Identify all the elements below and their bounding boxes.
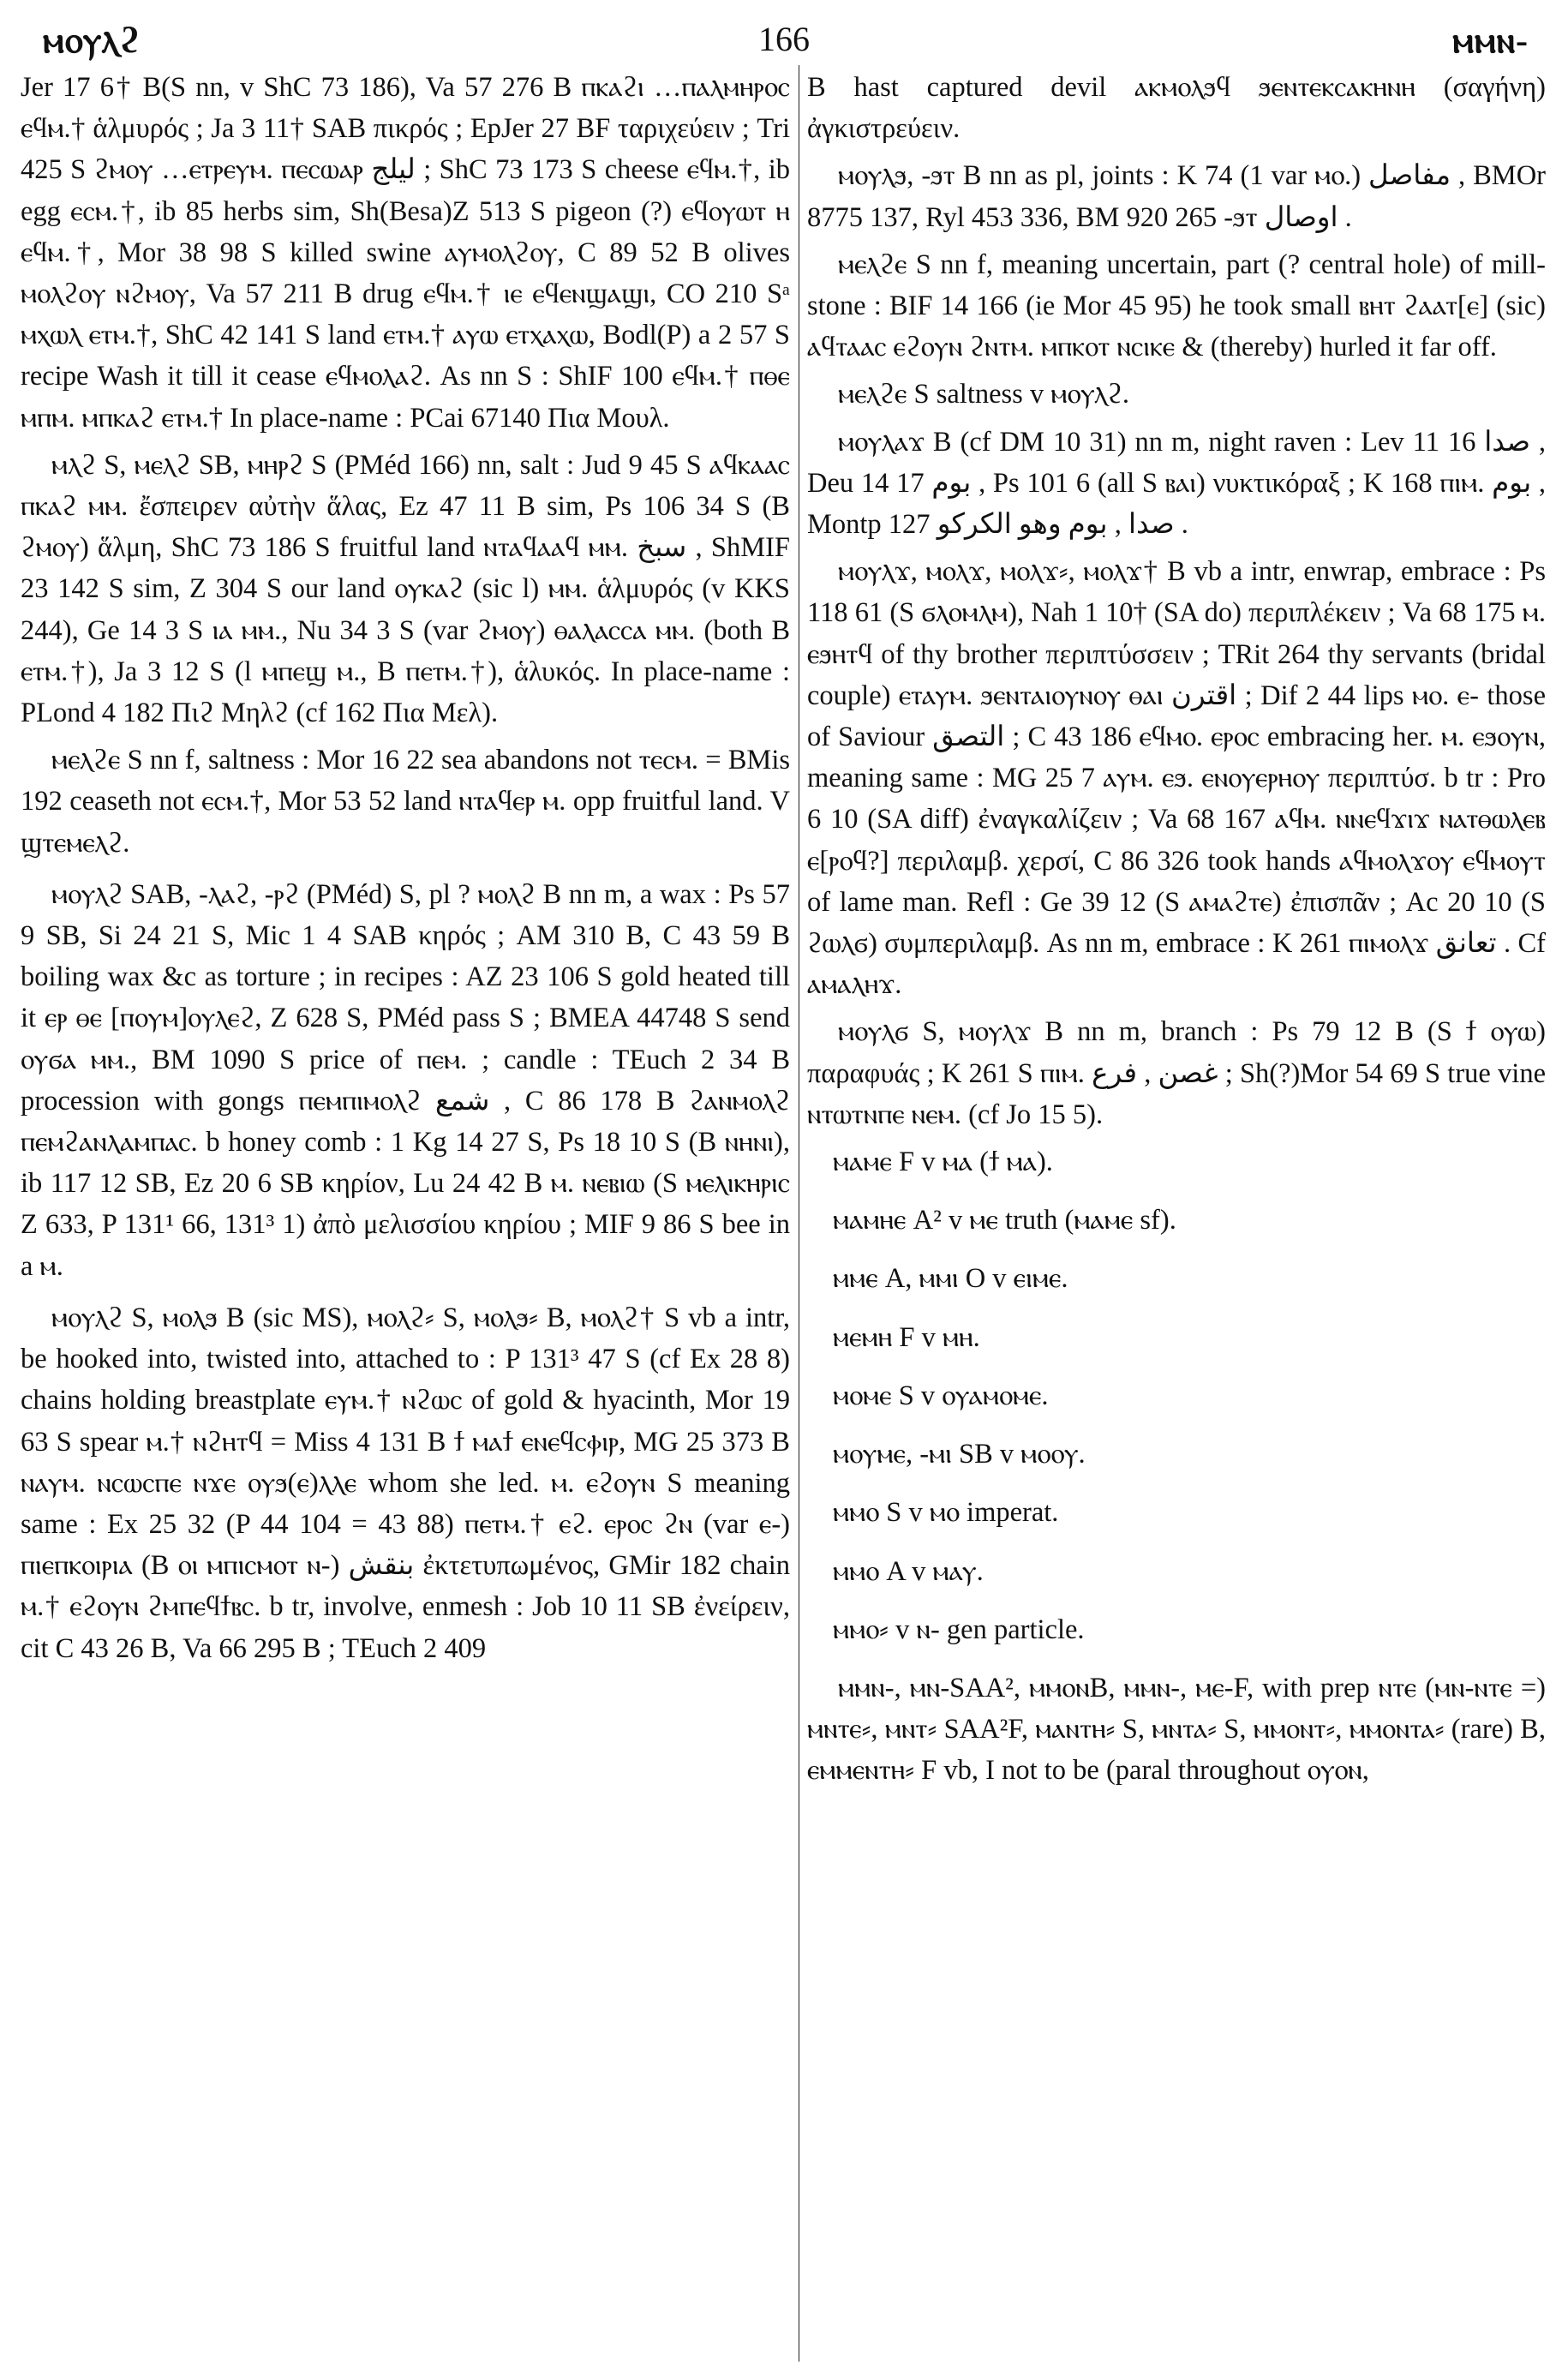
entry-saltness-ref: ⲙⲉⲗϩⲉ S saltness v ⲙⲟⲩⲗϩ. (838, 379, 1129, 410)
entry-night-raven: ⲙⲟⲩⲗⲁϫ B (cf DM 10 31) nn m, night raven : Lev 11 16 صدا , Deu 14 17 بوم , Ps 101 6 (all S ⲃⲁⲓ) νυκτικόραξ ; K 168 ⲡⲓⲙ. بوم , Montp 127 صدا , بوم وهو الكركو . (807, 426, 1547, 541)
cross-ref-entry: ⲙⲁⲙⲏⲉ A² v ⲙⲉ truth (ⲙⲁⲙⲉ sf). (833, 1205, 1176, 1236)
cross-ref-entry: ⲙⲟⲙⲉ S v ⲟⲩⲁⲙⲟⲙⲉ. (833, 1380, 1049, 1411)
page-number: 166 (758, 20, 810, 58)
entry-embrace: ⲙⲟⲩⲗϫ, ⲙⲟⲗϫ, ⲙⲟⲗϫ⸗, ⲙⲟⲗϫ† B vb a intr, enwrap, embrace : Ps 118 61 (S ϭⲗⲟⲙⲗⲙ), Nah 1 10† (SA do) περιπλέκειν ; Va 68 175 ⲙ. ⲉϧⲏⲧϥ of thy brother περιπτύσσειν ; TRit 264 thy servants (bridal couple) ⲉⲧⲁⲩⲙ. ϧⲉⲛⲧⲁⲓⲟⲩⲛⲟⲩ ⲑⲁⲓ اقترن ; Dif 2 44 lips ⲙⲟ. ⲉ- those of Saviour التصق ; C 43 186 ⲉϥⲙⲟ. ⲉⲣⲟⲥ embracing her. ⲙ. ⲉϧⲟⲩⲛ, meaning same : MG 25 7 ⲁⲩⲙ. ⲉϧ. ⲉⲛⲟⲩⲉⲣⲏⲟⲩ περιπτύσ. b tr : Pro 6 10 (SA diff) ἐναγκαλίζειν ; Va 68 167 ⲁϥⲙ. ⲛⲛⲉϥϫⲓϫ ⲛⲁⲧⲑⲱⲗⲉⲃ ⲉ[ⲣⲟϥ?] περιλαμβ. χερσί, C 86 326 took hands ⲁϥⲙⲟⲗϫⲟⲩ ⲉϥⲙⲟⲩⲧ of lame man. Refl : Ge 39 12 (S ⲁⲙⲁϩⲧⲉ) ἐπισπᾶν ; Ac 20 10 (S ϩⲱⲗϭ) συμπεριλαμβ. As nn m, embrace : K 261 ⲡⲓⲙⲟⲗϫ تعانق . Cf ⲁⲙⲁⲗⲏϫ. (807, 556, 1546, 1001)
entry-salt: ⲙⲗϩ S, ⲙⲉⲗϩ SB, ⲙⲏⲣϩ S (PMéd 166) nn, salt : Jud 9 45 S ⲁϥⲕⲁⲁⲥ ⲡⲕⲁϩ ⲙⲙ. ἔσπειρεν αὐτὴν ἅλας, Ez 47 11 B sim, Ps 106 34 S (B ϩⲙⲟⲩ) ἅλμη, ShC 73 186 S fruitful land ⲛⲧⲁϥⲁⲁϥ ⲙⲙ. سبخ , ShMIF 23 142 S sim, Z 304 S our land ⲟⲩⲕⲁϩ (sic l) ⲙⲙ. ἁλμυρός (v KKS 244), Ge 14 3 S ⲓⲁ ⲙⲙ., Nu 34 3 S (var ϩⲙⲟⲩ) ⲑⲁⲗⲁⲥⲥⲁ ⲙⲙ. (both B ⲉⲧⲙ.†), Ja 3 12 S (l ⲙⲡⲉϣ ⲙ., B ⲡⲉⲧⲙ.†), ἁλυκός. In place-name : PLond 4 182 Πιϩ Μηλϩ (cf 162 Πια Μελ). (21, 449, 790, 729)
cross-ref-entry: ⲙⲙⲟ⸗ v ⲛ- gen particle. (833, 1614, 1085, 1645)
cross-ref-entry: ⲙⲁⲙⲉ F v ⲙⲁ (ϯ ⲙⲁ). (833, 1147, 1053, 1178)
left-column (21, 67, 790, 1675)
entry-continuation-right: B hast captured devil ⲁⲕⲙⲟⲗϧϥ ϧⲉⲛⲧⲉⲕⲥⲁⲕⲏⲛⲏ (σαγήνη) ἀγκιστρεύειν. (807, 72, 1546, 145)
cross-ref-entry: ⲙⲟⲩⲙⲉ, -ⲙⲓ SB v ⲙⲟⲟⲩ. (833, 1439, 1086, 1470)
entry-continuation: Jer 17 6† B(S nn, v ShC 73 186), Va 57 276 B ⲡⲕⲁϩⲓ …ⲡⲁⲗⲙⲏⲣⲟⲥ ⲉϥⲙ.† ἁλμυρός ; Ja 3 11† SAB πικρός ; EpJer 27 BF ταριχεύειν ; Tri 425 S ϩⲙⲟⲩ …ⲉⲧⲣⲉⲩⲙ. ⲡⲉⲥⲱⲁⲣ ليلج ; ShC 73 173 S cheese ⲉϥⲙ.†, ib egg ⲉⲥⲙ.†, ib 85 herbs sim, Sh(Besa)Z 513 S pigeon (?) ⲉϥⲟⲩⲱⲧ ⲏ ⲉϥⲙ.†, Mor 38 98 S killed swine ⲁⲩⲙⲟⲗϩⲟⲩ, C 89 52 B olives ⲙⲟⲗϩⲟⲩ ⲛϩⲙⲟⲩ, Va 57 211 B drug ⲉϥⲙ.† ⲓⲉ ⲉϥⲉⲛϣⲁϣⲓ, CO 210 Sᵃ ⲙⲭⲱⲗ ⲉⲧⲙ.†, ShC 42 141 S land ⲉⲧⲙ.† ⲁⲩⲱ ⲉⲧⲭⲁⲭⲱ, Bodl(P) a 2 57 S recipe Wash it till it cease ⲉϥⲙⲟⲗⲁϩ. As nn S : ShIF 100 ⲉϥⲙ.† ⲡⲑⲉ ⲙⲡⲙ. ⲙⲡⲕⲁϩ ⲉⲧⲙ.† In place-name : PCai 67140 Πια Μουλ. (21, 72, 790, 434)
right-column (807, 67, 1546, 1798)
entry-saltness: ⲙⲉⲗϩⲉ S nn f, saltness : Mor 16 22 sea abandons not ⲧⲉⲥⲙ. = BMis 192 ceaseth not ⲉⲥⲙ.†, Mor 53 52 land ⲛⲧⲁϥⲉⲣ ⲙ. opp fruitful land. V ϣⲧⲉⲙⲉⲗϩ. (21, 745, 790, 859)
header-left-catchword: ⲙⲟⲩⲗϩ (43, 21, 141, 61)
cross-ref-entry: ⲙⲙⲟ A v ⲙⲁⲩ. (833, 1555, 984, 1587)
page-header (26, 12, 1542, 63)
entry-joints: ⲙⲟⲩⲗϧ, -ϧⲧ B nn as pl, joints : K 74 (1 var ⲙⲟ.) مفاصل , BMOr 8775 137, Ryl 453 336, BM 920 265 -ϧⲧ اوصال . (807, 160, 1546, 233)
entry-branch: ⲙⲟⲩⲗϭ S, ⲙⲟⲩⲗϫ B nn m, branch : Ps 79 12 B (S ϯ ⲟⲩⲱ) παραφυάς ; K 261 S ⲡⲓⲙ. غصن , فرع ; Sh(?)Mor 54 69 S true vine ⲛⲧⲱⲧⲛⲡⲉ ⲛⲉⲙ. (cf Jo 15 5). (807, 1016, 1546, 1130)
header-right-catchword: ⲙⲙⲛ- (1452, 21, 1529, 61)
cross-ref-entry: ⲙⲉⲙⲏ F v ⲙⲏ. (833, 1321, 980, 1353)
entry-not-to-be: ⲙⲙⲛ-, ⲙⲛ-SAA², ⲙⲙⲟⲛB, ⲙⲙⲛ-, ⲙⲉ-F, with prep ⲛⲧⲉ (ⲙⲛ-ⲛⲧⲉ =) ⲙⲛⲧⲉ⸗, ⲙⲛⲧ⸗ SAA²F, ⲙⲁⲛⲧⲏ⸗ S, ⲙⲛⲧⲁ⸗ S, ⲙⲙⲟⲛⲧ⸗, ⲙⲙⲟⲛⲧⲁ⸗ (rare) B, ⲉⲙⲙⲉⲛⲧⲏ⸗ F vb, I not to be (paral throughout ⲟⲩⲟⲛ, (807, 1672, 1546, 1787)
entry-hooked-into: ⲙⲟⲩⲗϩ S, ⲙⲟⲗϧ B (sic MS), ⲙⲟⲗϩ⸗ S, ⲙⲟⲗϧ⸗ B, ⲙⲟⲗϩ† S vb a intr, be hooked into, twisted into, attached to : P 131³ 47 S (cf Ex 28 8) chains holding breastplate ⲉⲩⲙ.† ⲛϩⲱⲥ of gold & hyacinth, Mor 19 63 S spear ⲙ.† ⲛϩⲏⲧϥ = Miss 4 131 B ϯ ⲙⲁϯ ⲉⲛⲉϥⲥⲫⲓⲣ, MG 25 373 B ⲛⲁⲩⲙ. ⲛⲥⲱⲥⲡⲉ ⲛϫⲉ ⲟⲩϧ(ⲉ)ⲗⲗⲉ whom she led. ⲙ. ⲉϩⲟⲩⲛ S meaning same : Ex 25 32 (P 44 104 = 43 88) ⲡⲉⲧⲙ.† ⲉϩ. ⲉⲣⲟⲥ ϩⲛ (var ⲉ-) ⲡⲓⲉⲡⲕⲟⲓⲣⲓⲁ (B ⲟⲓ ⲙⲡⲓⲥⲙⲟⲧ ⲛ-) بنقش ἐκτετυπωμένος, GMir 182 chain ⲙ.† ⲉϩⲟⲩⲛ ϩⲙⲡⲉϥϯⲃⲥ. b tr, involve, enmesh : Job 10 11 SB ἐνείρειν, cit C 43 26 B, Va 66 295 B ; TEuch 2 409 (21, 1302, 791, 1664)
entry-wax: ⲙⲟⲩⲗϩ SAB, -ⲗⲁϩ, -ⲣϩ (PMéd) S, pl ? ⲙⲟⲗϩ B nn m, a wax : Ps 57 9 SB, Si 24 21 S, Mic 1 4 SAB κηρός ; AM 310 B, C 43 59 B boiling wax &c as torture ; in recipes : AZ 23 106 S gold heated till it ⲉⲣ ⲑⲉ [ⲡⲟⲩⲙ]ⲟⲩⲗⲉϩ, Z 628 S, PMéd pass S ; BMEA 44748 S send ⲟⲩϭⲁ ⲙⲙ., BM 1090 S price of ⲡⲉⲙ. ; candle : TEuch 2 34 B procession with gongs ⲡⲉⲙⲡⲓⲙⲟⲗϩ شمع , C 86 178 B ϩⲁⲛⲙⲟⲗϩ ⲡⲉⲙϩⲁⲛⲗⲁⲙⲡⲁⲥ. b honey comb : 1 Kg 14 27 S, Ps 18 10 S (B ⲛⲏⲛⲓ), ib 117 12 SB, Ez 20 6 SB κηρίον, Lu 24 42 B ⲙ. ⲛⲉⲃⲓⲱ (S ⲙⲉⲗⲓⲕⲏⲣⲓⲥ Z 633, P 131¹ 66, 131³ 1) ἀπὸ μελισσίου κηρίου ; MIF 9 86 S bee in a ⲙ. (21, 878, 790, 1282)
cross-ref-entry: ⲙⲙⲟ S v ⲙⲟ imperat. (833, 1497, 1059, 1529)
entry-mill-stone: ⲙⲉⲗϩⲉ S nn f, meaning uncertain, part (? central hole) of mill-stone : BIF 14 166 (ie Mor 45 95) he took small ⲃⲏⲧ ϩⲁⲁⲧ[ⲉ] (sic) ⲁϥⲧⲁⲁⲥ ⲉϩⲟⲩⲛ ϩⲛⲧⲙ. ⲙⲡⲕⲟⲧ ⲛⲥⲓⲕⲉ & (thereby) hurled it far off. (807, 248, 1546, 363)
cross-ref-entry: ⲙⲙⲉ A, ⲙⲙⲓ O v ⲉⲓⲙⲉ. (833, 1263, 1068, 1295)
